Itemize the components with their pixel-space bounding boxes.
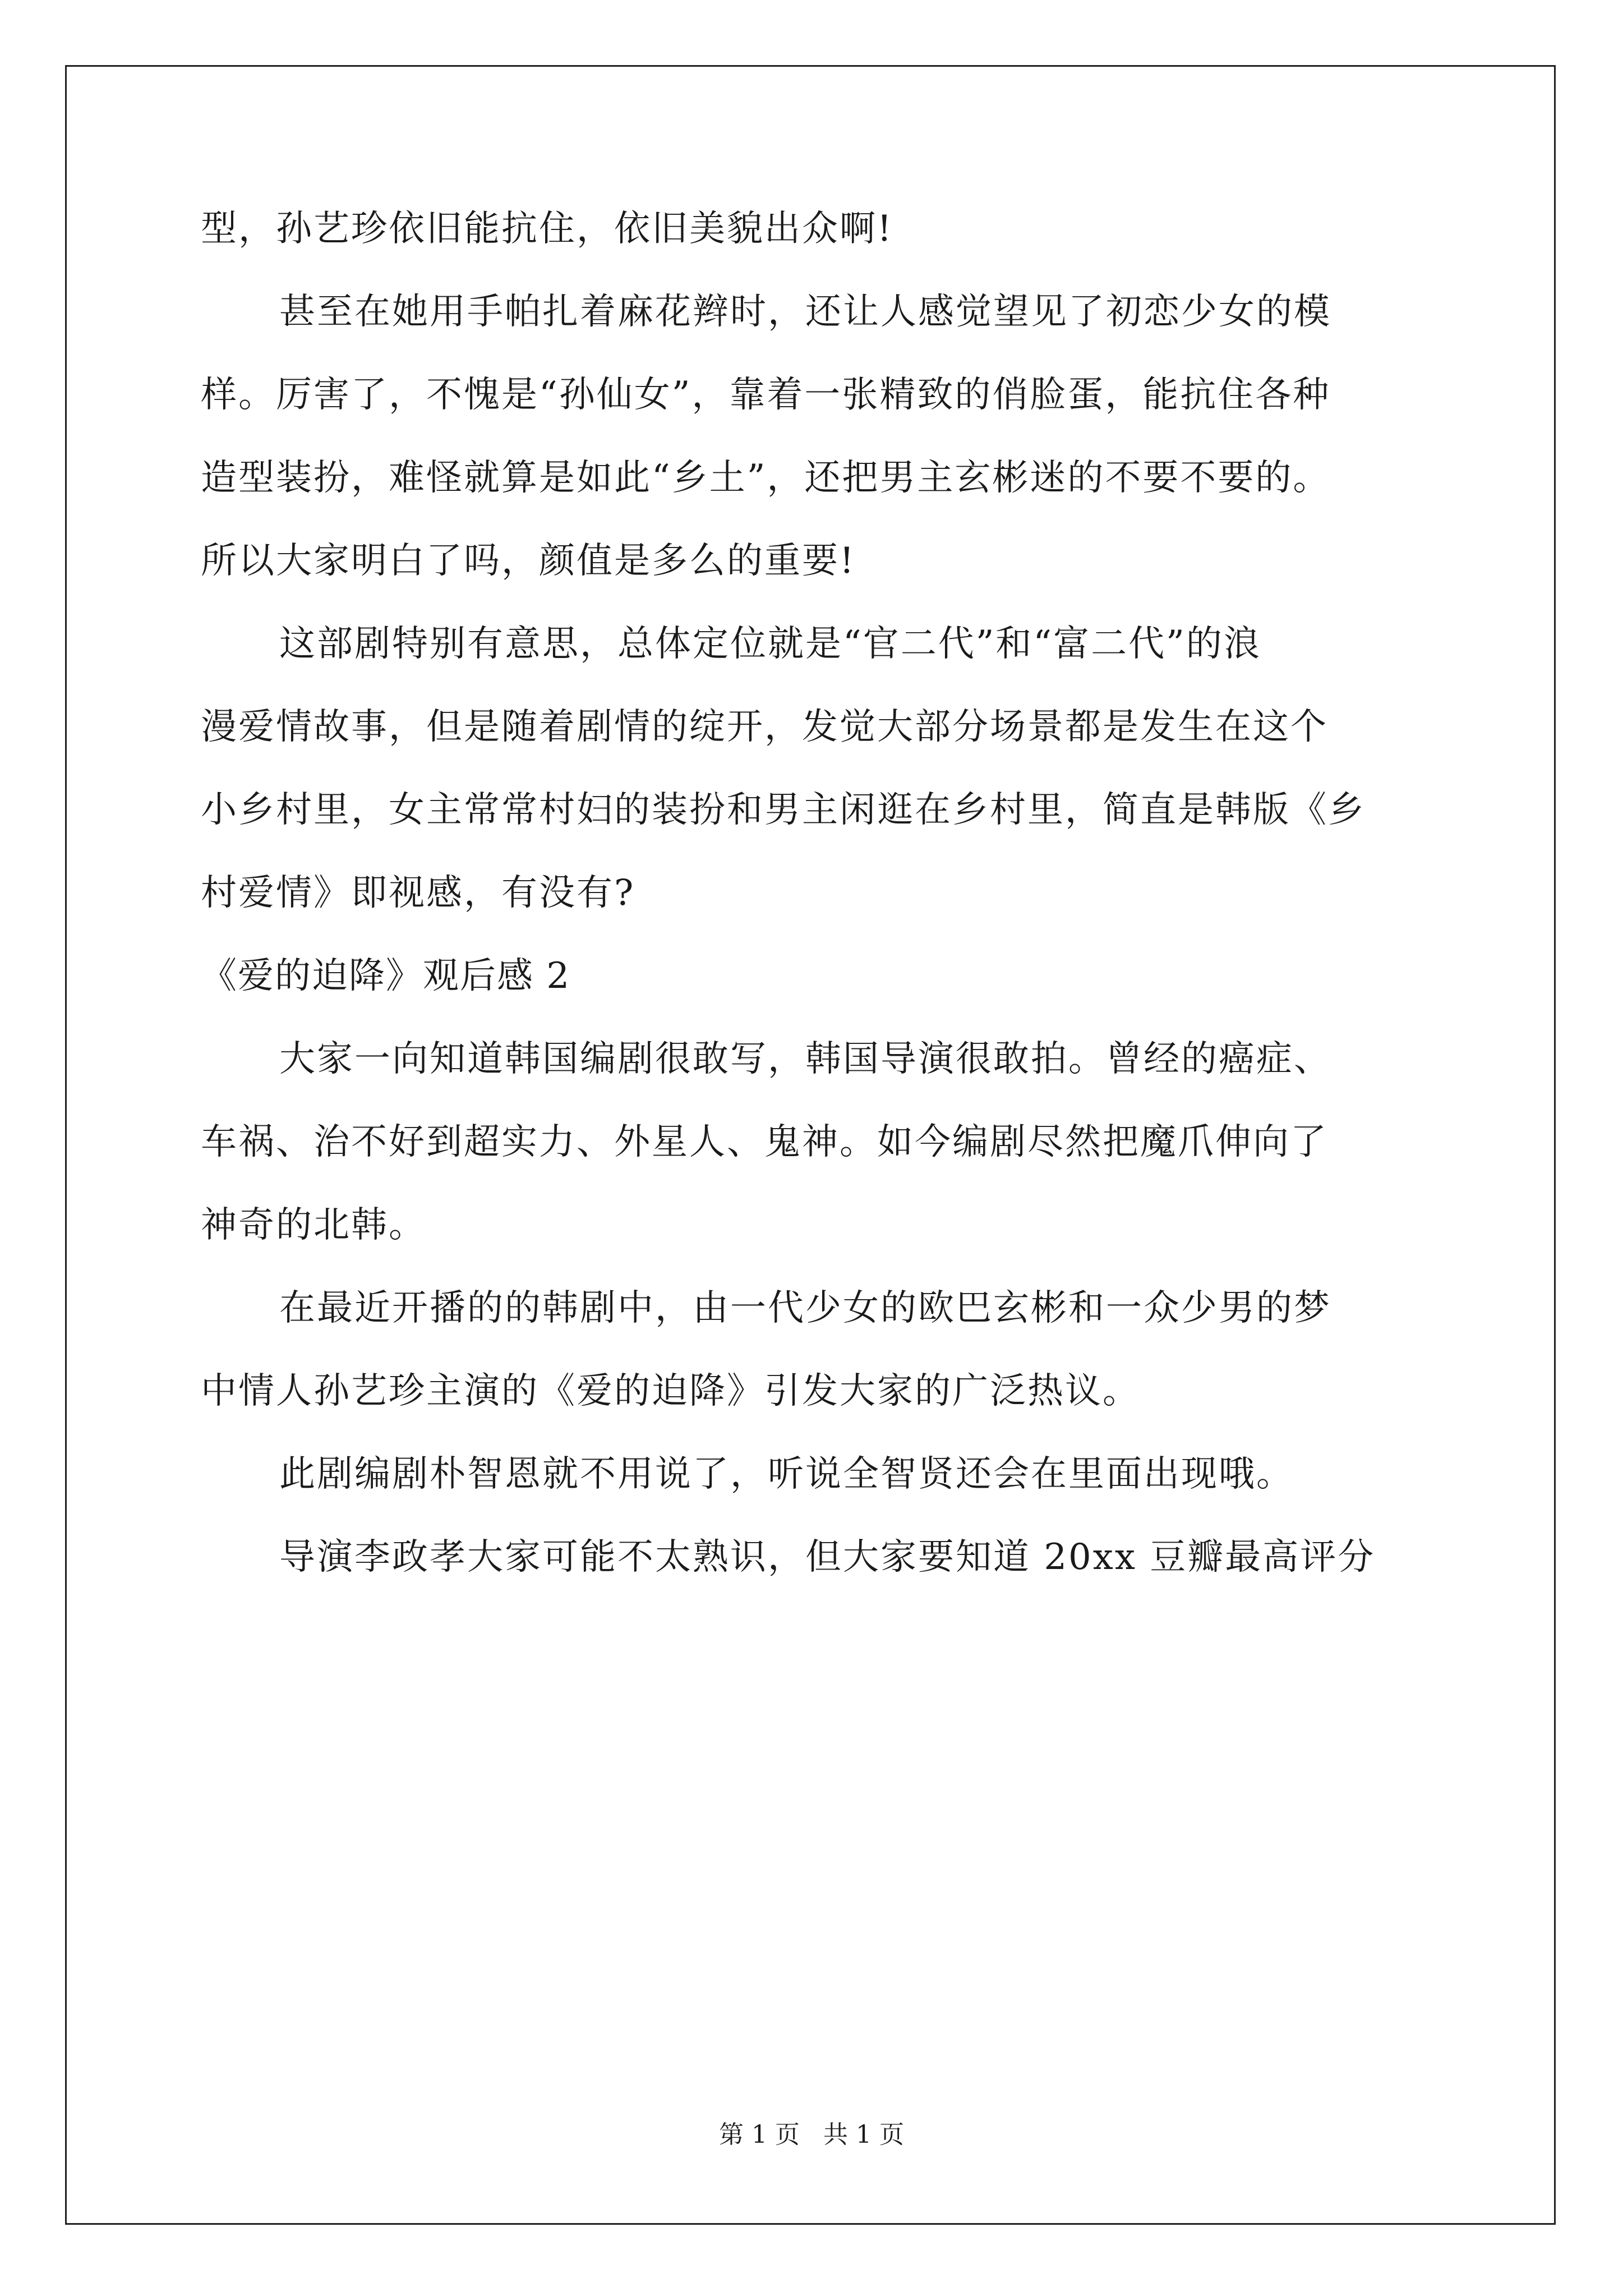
paragraph-line: 车祸、治不好到超实力、外星人、鬼神。如今编剧尽然把魔爪伸向了 (201, 1121, 1328, 1163)
paragraph-line: 大家一向知道韩国编剧很敢写，韩国导演很敢拍。曾经的癌症、 (279, 1038, 1331, 1080)
section-heading: 《爱的迫降》观后感 2 (201, 955, 571, 997)
paragraph-line: 神奇的北韩。 (201, 1204, 426, 1246)
paragraph-line: 导演李政孝大家可能不太熟识，但大家要知道 20xx 豆瓣最高评分 (279, 1536, 1376, 1578)
paragraph-line: 型，孙艺珍依旧能抗住，依旧美貌出众啊! (201, 208, 893, 250)
paragraph-line: 在最近开播的的韩剧中，由一代少女的欧巴玄彬和一众少男的梦 (279, 1287, 1331, 1329)
paragraph-line: 漫爱情故事，但是随着剧情的绽开，发觉大部分场景都是发生在这个 (201, 706, 1328, 748)
paragraph-line: 此剧编剧朴智恩就不用说了，听说全智贤还会在里面出现哦。 (279, 1453, 1294, 1495)
page-footer: 第 1 页 共 1 页 (719, 2120, 904, 2149)
paragraph-line: 所以大家明白了吗，颜值是多么的重要! (201, 540, 856, 582)
paragraph-line: 中情人孙艺珍主演的《爱的迫降》引发大家的广泛热议。 (201, 1370, 1140, 1412)
paragraph-line: 这部剧特别有意思，总体定位就是“官二代”和“富二代”的浪 (279, 623, 1261, 665)
paragraph-line: 造型装扮，难怪就算是如此“乡土”，还把男主玄彬迷的不要不要的。 (201, 457, 1331, 499)
paragraph-line: 小乡村里，女主常常村妇的装扮和男主闲逛在乡村里，简直是韩版《乡 (201, 789, 1366, 831)
paragraph-line: 样。厉害了，不愧是“孙仙女”，靠着一张精致的俏脸蛋，能抗住各种 (201, 374, 1331, 416)
paragraph-line: 村爱情》即视感，有没有? (201, 872, 635, 914)
paragraph-line: 甚至在她用手帕扎着麻花辫时，还让人感觉望见了初恋少女的模 (279, 291, 1331, 333)
